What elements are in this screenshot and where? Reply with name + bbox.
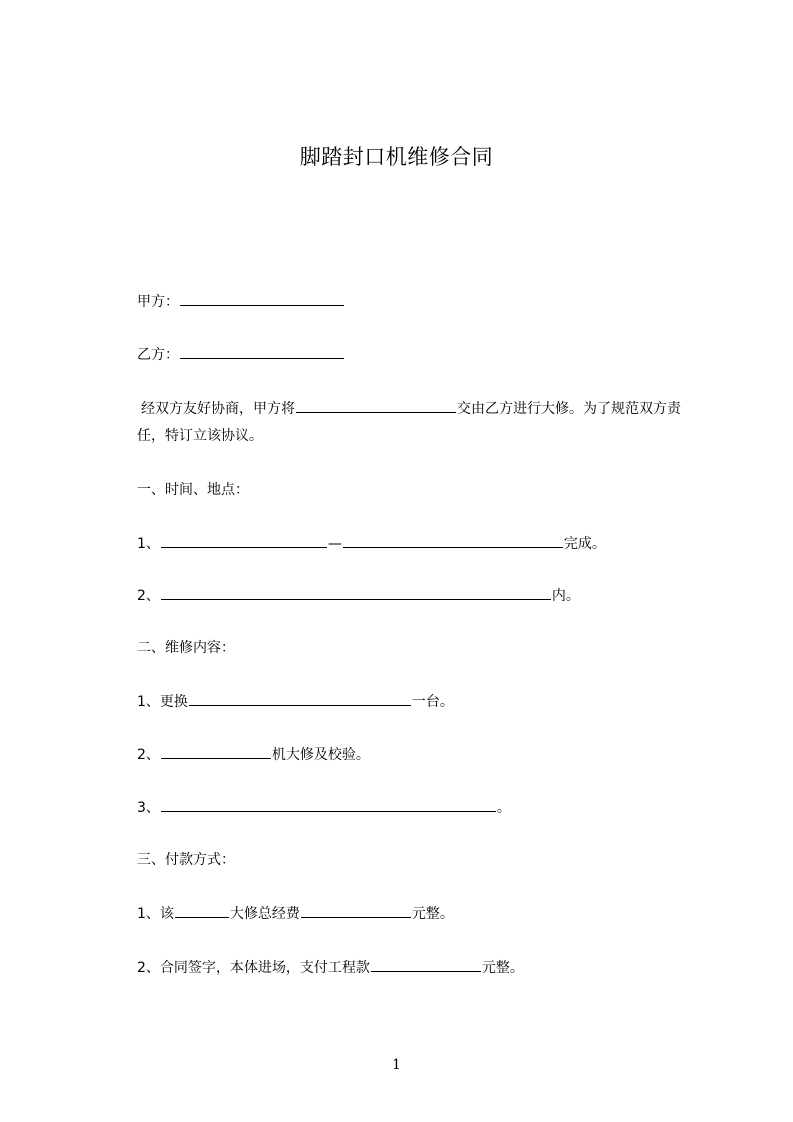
replacement-part-blank[interactable] (189, 691, 411, 706)
section1-item1-suffix: 完成。 (563, 536, 606, 552)
section1-item1-prefix: 1、 (137, 536, 160, 552)
section2-item2-suffix: 机大修及校验。 (271, 747, 370, 763)
section2-item3-suffix: 。 (496, 800, 511, 816)
section3-item1-suffix: 元整。 (411, 906, 454, 922)
section3-heading: 三、付款方式： (137, 852, 235, 868)
location-blank[interactable] (161, 585, 551, 600)
section1-item1 (137, 533, 606, 554)
intro-paragraph (137, 396, 702, 450)
section2-item3-prefix: 3、 (137, 800, 160, 816)
party-b-line (137, 344, 345, 365)
start-date-blank[interactable] (161, 533, 327, 548)
item-name-blank[interactable] (175, 903, 229, 918)
section2-item2-prefix: 2、 (137, 747, 160, 763)
section1-item1-dash: — (327, 536, 342, 552)
intro-text-start: 经双方友好协商，甲方将 (141, 401, 295, 417)
intro-text-end: 交由乙方进行大修。为了规范双方责任，特订立该协议。 (137, 401, 681, 444)
section2-item1-suffix: 一台。 (411, 694, 454, 710)
end-date-blank[interactable] (343, 533, 563, 548)
repair-content-blank[interactable] (161, 797, 496, 812)
section1-heading: 一、时间、地点： (137, 482, 249, 498)
section1-item2-suffix: 内。 (551, 588, 580, 604)
machine-blank[interactable] (161, 744, 271, 759)
section2-item1 (137, 691, 454, 712)
total-cost-blank[interactable] (301, 903, 411, 918)
section3-item2-suffix: 元整。 (481, 960, 524, 976)
page-number: 1 (392, 1057, 401, 1073)
section2-item2 (137, 744, 370, 765)
party-b-label: 乙方： (137, 347, 179, 363)
section3-item1 (137, 903, 454, 924)
section1-item2 (137, 585, 580, 606)
section2-item1-prefix: 1、更换 (137, 694, 188, 710)
section2-heading: 二、维修内容： (137, 640, 235, 656)
party-b-blank[interactable] (180, 344, 344, 359)
section3-item2 (137, 957, 524, 978)
party-a-blank[interactable] (180, 291, 344, 306)
section2-item3 (137, 797, 511, 818)
section3-item1-prefix: 1、该 (137, 906, 174, 922)
equipment-blank[interactable] (296, 398, 456, 413)
document-title: 脚踏封口机维修合同 (299, 145, 494, 169)
party-a-label: 甲方： (137, 294, 179, 310)
payment-amount-blank[interactable] (371, 957, 481, 972)
section3-item2-prefix: 2、合同签字，本体进场，支付工程款 (137, 960, 370, 976)
party-a-line (137, 291, 345, 312)
section3-item1-mid: 大修总经费 (229, 906, 300, 922)
section1-item2-prefix: 2、 (137, 588, 160, 604)
